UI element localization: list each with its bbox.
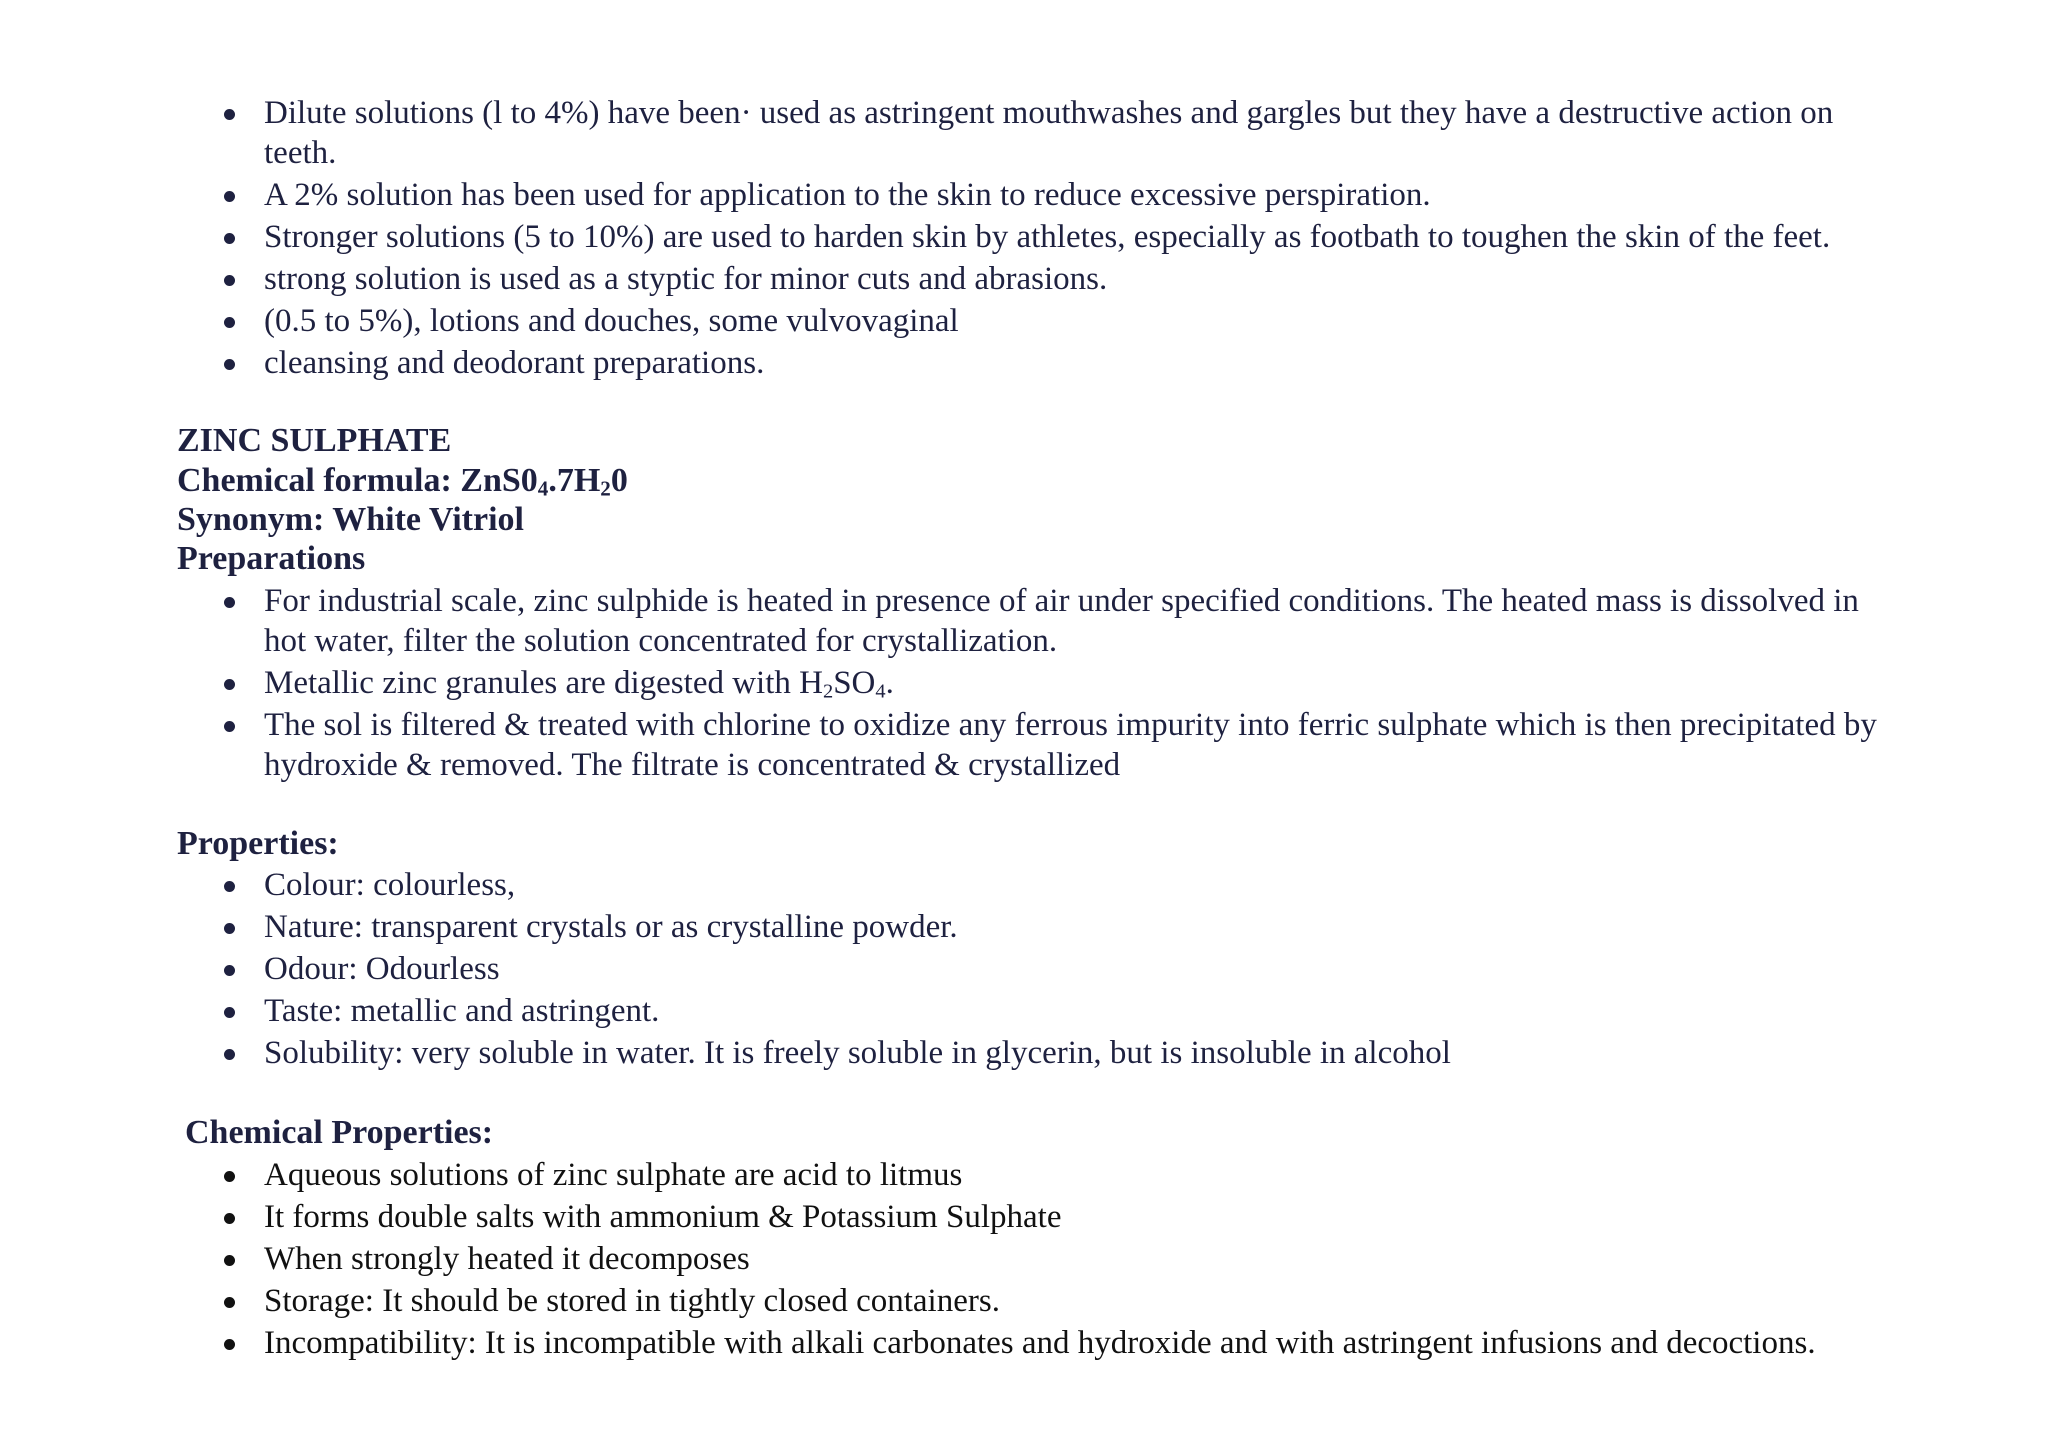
synonym: Synonym: White Vitriol	[177, 501, 524, 538]
list-item: It forms double salts with ammonium & Potassium Sulphate	[178, 1197, 1908, 1237]
bullet-icon	[224, 1297, 235, 1308]
bullet-icon	[224, 191, 235, 202]
list-item: (0.5 to 5%), lotions and douches, some vulvovaginal	[178, 301, 1908, 341]
bullet-icon	[224, 923, 235, 934]
bullet-icon	[224, 359, 235, 370]
list-item: For industrial scale, zinc sulphide is heated in presence of air under specified conditions. The heated mass is dissolved in hot water, filter the solution concentrated for crystallization.	[178, 581, 1908, 661]
uses-list	[178, 93, 1908, 385]
list-item: Stronger solutions (5 to 10%) are used to harden skin by athletes, especially as footbath to toughen the skin of the feet.	[178, 217, 1908, 257]
chemical-properties-list	[178, 1155, 1908, 1365]
list-item: Solubility: very soluble in water. It is freely soluble in glycerin, but is insoluble in alcohol	[178, 1033, 1908, 1073]
list-item: Colour: colourless,	[178, 865, 1908, 905]
list-item: Taste: metallic and astringent.	[178, 991, 1908, 1031]
bullet-icon	[224, 233, 235, 244]
list-item: Storage: It should be stored in tightly closed containers.	[178, 1281, 1908, 1321]
bullet-icon	[224, 597, 235, 608]
list-item: Incompatibility: It is incompatible with alkali carbonates and hydroxide and with astringent infusions and decoctions.	[178, 1323, 1908, 1363]
bullet-icon	[224, 317, 235, 328]
bullet-icon	[224, 1049, 235, 1060]
list-item: A 2% solution has been used for application to the skin to reduce excessive perspiration.	[178, 175, 1908, 215]
bullet-icon	[224, 1255, 235, 1266]
list-item: Aqueous solutions of zinc sulphate are acid to litmus	[178, 1155, 1908, 1195]
section-title: ZINC SULPHATE	[177, 422, 452, 459]
bullet-icon	[224, 1213, 235, 1224]
bullet-icon	[224, 881, 235, 892]
bullet-icon	[224, 1339, 235, 1350]
list-item: Odour: Odourless	[178, 949, 1908, 989]
list-item: strong solution is used as a styptic for minor cuts and abrasions.	[178, 259, 1908, 299]
properties-heading: Properties:	[177, 825, 339, 862]
chemical-formula: Chemical formula: $ZnS0_4.7H_20$	[177, 462, 628, 501]
list-item: Dilute solutions (l to 4%) have been· used as astringent mouthwashes and gargles but they have a destructive action on teeth.	[178, 93, 1908, 173]
list-item: Metallic zinc granules are digested with $H_2SO_4$.	[178, 663, 1908, 703]
bullet-icon	[224, 109, 235, 120]
bullet-icon	[224, 679, 235, 690]
chemical-properties-heading: Chemical Properties:	[185, 1114, 494, 1151]
list-item: When strongly heated it decomposes	[178, 1239, 1908, 1279]
preparations-heading: Preparations	[177, 540, 366, 577]
list-item: The sol is filtered & treated with chlorine to oxidize any ferrous impurity into ferric sulphate which is then precipitated by hydroxide & removed. The filtrate is concentrated & crystallized	[178, 705, 1908, 785]
list-item: Nature: transparent crystals or as crystalline powder.	[178, 907, 1908, 947]
bullet-icon	[224, 721, 235, 732]
bullet-icon	[224, 1171, 235, 1182]
preparations-list	[178, 581, 1908, 787]
properties-list	[178, 865, 1908, 1075]
bullet-icon	[224, 965, 235, 976]
bullet-icon	[224, 1007, 235, 1018]
list-item: cleansing and deodorant preparations.	[178, 343, 1908, 383]
bullet-icon	[224, 275, 235, 286]
